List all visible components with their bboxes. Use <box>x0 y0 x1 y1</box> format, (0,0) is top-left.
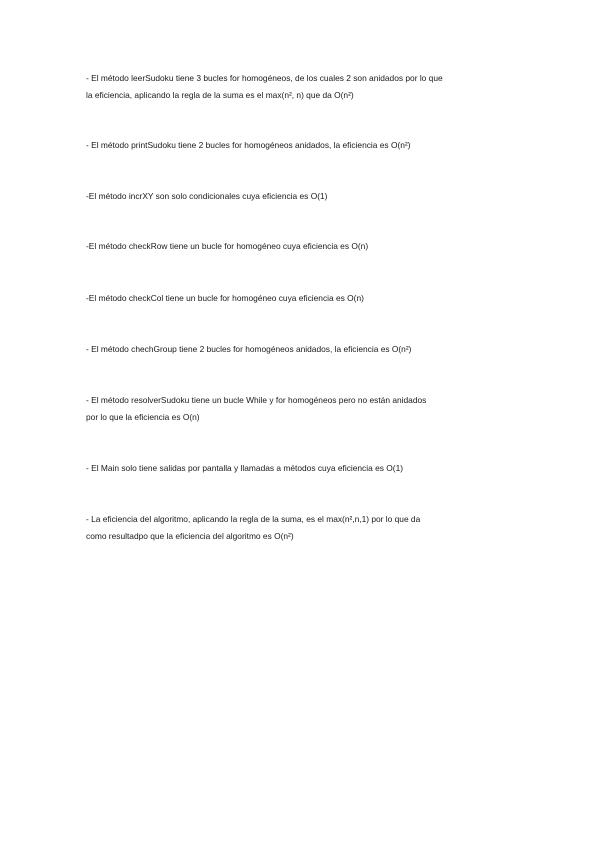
paragraph-print-sudoku <box>86 137 526 154</box>
paragraph-check-col <box>86 290 526 307</box>
paragraph-resolver-sudoku <box>86 392 526 426</box>
paragraph-leer-sudoku <box>86 70 526 104</box>
text-line: - El Main solo tiene salidas por pantalla y llamadas a métodos cuya eficiencia es O(1) <box>86 463 404 473</box>
text-line: -El método incrXY son solo condicionales cuya eficiencia es O(1) <box>86 191 328 201</box>
text-line: -El método checkCol tiene un bucle for homogéneo cuya eficiencia es O(n) <box>86 293 364 303</box>
text-line: - El método leerSudoku tiene 3 bucles for homogéneos, de los cuales 2 son anidados por lo que <box>86 73 443 83</box>
paragraph-chech-group <box>86 341 526 358</box>
text-line: - La eficiencia del algoritmo, aplicando la regla de la suma, es el max(n²,n,1) por lo que da <box>86 514 421 524</box>
paragraph-check-row <box>86 238 526 255</box>
text-line: - El método printSudoku tiene 2 bucles for homogéneos anidados, la eficiencia es O(n²) <box>86 140 411 150</box>
text-line: - El método resolverSudoku tiene un bucle While y for homogéneos pero no están anidados <box>86 395 427 405</box>
text-line: por lo que la eficiencia es O(n) <box>86 412 200 422</box>
text-line: - El método chechGroup tiene 2 bucles for homogéneos anidados, la eficiencia es O(n²) <box>86 344 412 354</box>
paragraph-incr-xy <box>86 188 526 205</box>
text-line: como resultadpo que la eficiencia del algoritmo es O(n²) <box>86 531 294 541</box>
paragraph-algorithm-efficiency <box>86 511 526 545</box>
paragraph-main <box>86 460 526 477</box>
text-line: la eficiencia, aplicando la regla de la suma es el max(n², n) que da O(n²) <box>86 90 354 100</box>
text-line: -El método checkRow tiene un bucle for homogéneo cuya eficiencia es O(n) <box>86 241 369 251</box>
